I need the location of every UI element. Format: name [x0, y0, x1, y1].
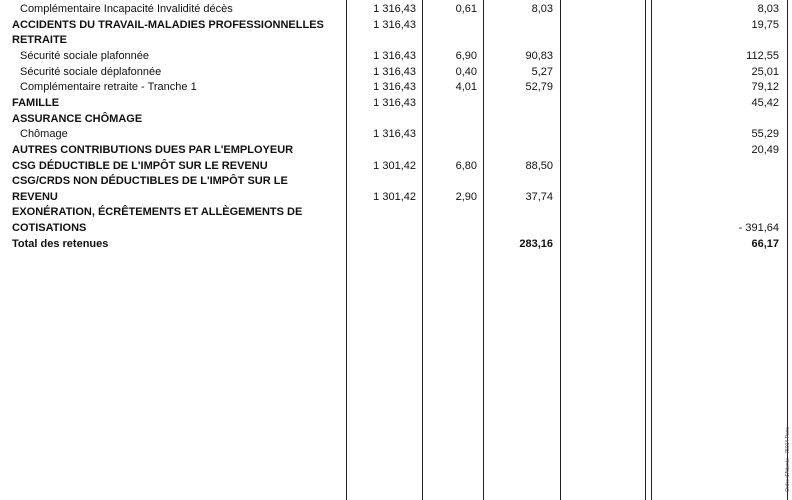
table-row — [0, 111, 792, 127]
base-value: 1 301,42 — [373, 159, 416, 172]
side-note: Ordre d'Attente - 75014 Paris — [785, 427, 791, 492]
row-label: Complémentaire Incapacité Invalidité décès — [20, 3, 233, 15]
table-row — [0, 173, 792, 189]
table-row — [0, 142, 792, 158]
row-label: Sécurité sociale déplafonnée — [20, 65, 162, 78]
row-label: REVENU — [12, 190, 58, 203]
employee-amount: 5,27 — [531, 65, 553, 78]
row-label: COTISATIONS — [12, 222, 87, 235]
employer-amount: 55,29 — [751, 128, 779, 141]
rate-value: 6,90 — [455, 49, 477, 62]
base-value: 1 316,43 — [373, 65, 416, 78]
table-row — [0, 204, 792, 220]
employee-amount: 88,50 — [525, 159, 553, 172]
row-label: FAMILLE — [12, 96, 60, 109]
employee-amount: 37,74 — [525, 190, 553, 203]
employee-amount: 283,16 — [519, 237, 553, 250]
rate-value: 4,01 — [455, 81, 477, 94]
table-row — [0, 17, 792, 33]
row-label: Sécurité sociale plafonnée — [20, 49, 150, 62]
table-row — [0, 189, 792, 205]
employee-amount: 90,83 — [525, 49, 553, 62]
table-row — [0, 48, 792, 64]
employer-amount: 20,49 — [751, 143, 779, 156]
row-label: ASSURANCE CHÔMAGE — [12, 112, 143, 125]
rate-value: 2,90 — [455, 190, 477, 203]
table-row — [0, 79, 792, 95]
row-label: AUTRES CONTRIBUTIONS DUES PAR L'EMPLOYEUR — [12, 143, 294, 156]
employer-amount: 79,12 — [751, 81, 779, 94]
employer-amount: 25,01 — [751, 65, 779, 78]
employer-amount: - 391,64 — [738, 222, 779, 235]
table-row — [0, 64, 792, 80]
employer-amount: 8,03 — [757, 3, 779, 15]
employer-amount: 19,75 — [751, 18, 779, 31]
table-row — [0, 236, 792, 252]
table-row — [0, 220, 792, 236]
row-label: ACCIDENTS DU TRAVAIL-MALADIES PROFESSIONNELLES — [12, 18, 324, 31]
table-row — [0, 1, 792, 17]
table-row — [0, 158, 792, 174]
row-label: EXONÉRATION, ÉCRÊTEMENTS ET ALLÈGEMENTS DE — [12, 206, 303, 219]
employer-amount: 112,55 — [746, 49, 779, 62]
base-value: 1 316,43 — [373, 3, 416, 15]
base-value: 1 316,43 — [373, 81, 416, 94]
row-label: CSG DÉDUCTIBLE DE L'IMPÔT SUR LE REVENU — [12, 159, 268, 172]
rate-value: 0,61 — [455, 3, 477, 15]
table-row — [0, 126, 792, 142]
base-value: 1 316,43 — [373, 49, 416, 62]
base-value: 1 316,43 — [373, 128, 416, 141]
table-row — [0, 95, 792, 111]
employer-amount: 45,42 — [751, 96, 779, 109]
rate-value: 6,80 — [455, 159, 477, 172]
base-value: 1 301,42 — [373, 190, 416, 203]
row-label: Total des retenues — [12, 237, 109, 250]
base-value: 1 316,43 — [373, 18, 416, 31]
employee-amount: 52,79 — [525, 81, 553, 94]
row-label: RETRAITE — [12, 34, 67, 47]
employee-amount: 8,03 — [531, 3, 553, 15]
row-label: Chômage — [20, 128, 68, 141]
table-row — [0, 32, 792, 48]
rate-value: 0,40 — [455, 65, 477, 78]
employer-amount: 66,17 — [751, 237, 779, 250]
row-label: CSG/CRDS NON DÉDUCTIBLES DE L'IMPÔT SUR LE — [12, 175, 288, 188]
base-value: 1 316,43 — [373, 96, 416, 109]
row-label: Complémentaire retraite - Tranche 1 — [20, 81, 197, 94]
